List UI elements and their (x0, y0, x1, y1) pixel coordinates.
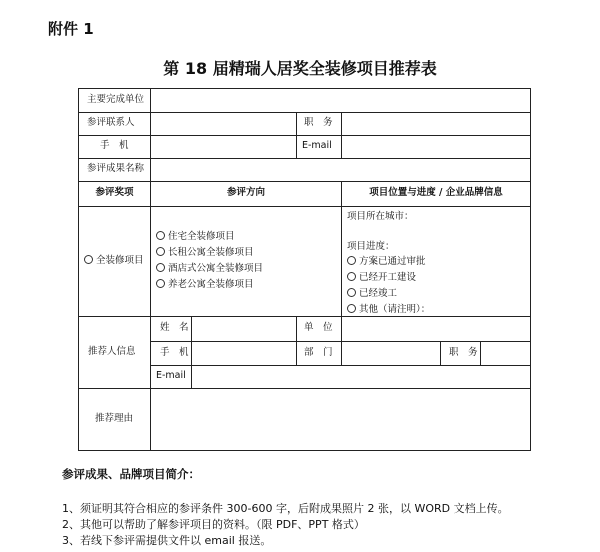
radio-icon (347, 304, 356, 313)
note-item: 1、须证明其符合相应的参评条件 300-600 字，后附成果照片 2 张，以 WORD 文档上传。 (62, 502, 509, 515)
progress-option[interactable] (347, 288, 397, 300)
direction-option-label: 酒店式公寓全装修项目 (168, 263, 264, 274)
result-name-input[interactable] (151, 159, 529, 180)
direction-option-label: 住宅全装修项目 (168, 231, 235, 242)
radio-icon (347, 288, 356, 297)
position-label: 职 务 (304, 117, 333, 128)
reason-label: 推荐理由 (95, 413, 134, 424)
radio-icon (347, 256, 356, 265)
recommender-unit-input[interactable] (342, 317, 529, 340)
recommender-name-input[interactable] (192, 317, 295, 340)
progress-option[interactable] (347, 272, 416, 284)
note-item: 3、若线下参评需提供文件以 email 报送。 (62, 534, 272, 547)
recommender-position-label: 职 务 (449, 347, 478, 358)
progress-option-label: 方案已通过审批 (359, 256, 426, 267)
position-input[interactable] (342, 113, 529, 134)
recommender-email-input[interactable] (192, 366, 529, 387)
phone-input[interactable] (151, 136, 295, 157)
radio-icon (156, 247, 165, 256)
email-label: E-mail (302, 140, 332, 151)
progress-option[interactable] (347, 304, 430, 316)
table-border-right (530, 88, 531, 451)
recommender-phone-input[interactable] (192, 342, 295, 364)
recommender-unit-label: 单 位 (304, 322, 333, 333)
radio-icon (84, 255, 93, 264)
recommender-email-label: E-mail (156, 370, 186, 381)
radio-icon (156, 263, 165, 272)
table-line (150, 206, 151, 388)
progress-option[interactable] (347, 256, 426, 268)
progress-option-label: 已经竣工 (359, 288, 398, 299)
result-name-label: 参评成果名称 (87, 163, 145, 174)
contact-label: 参评联系人 (87, 117, 135, 128)
contact-input[interactable] (151, 113, 295, 134)
table-border-bottom (78, 450, 530, 451)
table-line (440, 341, 441, 365)
direction-option[interactable] (156, 231, 235, 243)
table-line (296, 112, 297, 158)
col-header-location: 项目位置与进度 / 企业品牌信息 (369, 187, 503, 198)
email-input[interactable] (342, 136, 529, 157)
direction-option-label: 长租公寓全装修项目 (168, 247, 254, 258)
phone-label: 手 机 (100, 140, 129, 151)
main-unit-input[interactable] (151, 89, 529, 111)
radio-icon (156, 279, 165, 288)
attachment-label: 附件 1 (48, 20, 94, 38)
city-label: 项目所在城市： (347, 211, 414, 222)
recommender-name-label: 姓 名 (160, 322, 189, 333)
direction-option[interactable] (156, 247, 254, 259)
table-line (341, 181, 342, 316)
radio-icon (156, 231, 165, 240)
note-item: 2、其他可以帮助了解参评项目的资料。（限 PDF、PPT 格式） (62, 518, 365, 531)
main-unit-label: 主要完成单位 (87, 94, 145, 105)
direction-option[interactable] (156, 279, 254, 291)
progress-option-label: 其他（请注明）： (359, 304, 431, 315)
page-title: 第 18 届精瑞人居奖全装修项目推荐表 (163, 59, 437, 78)
progress-label: 项目进度： (347, 241, 395, 252)
reason-input[interactable] (151, 389, 529, 449)
award-option-full-decoration[interactable] (84, 255, 144, 267)
progress-option-label: 已经开工建设 (359, 272, 417, 283)
col-header-award: 参评奖项 (95, 187, 134, 198)
col-header-direction: 参评方向 (226, 187, 265, 198)
table-border-left (78, 88, 79, 451)
recommender-section-label: 推荐人信息 (88, 346, 136, 357)
table-line (296, 316, 297, 365)
radio-icon (347, 272, 356, 281)
direction-option-label: 养老公寓全装修项目 (168, 279, 254, 290)
direction-option[interactable] (156, 263, 263, 275)
recommender-dept-input[interactable] (342, 342, 439, 364)
award-option-label: 全装修项目 (96, 255, 144, 266)
table-line (78, 181, 530, 182)
notes-heading: 参评成果、品牌项目简介： (62, 467, 200, 481)
recommender-dept-label: 部 门 (304, 347, 333, 358)
table-line (78, 206, 530, 207)
recommender-phone-label: 手 机 (160, 347, 189, 358)
recommender-position-input[interactable] (481, 342, 529, 364)
